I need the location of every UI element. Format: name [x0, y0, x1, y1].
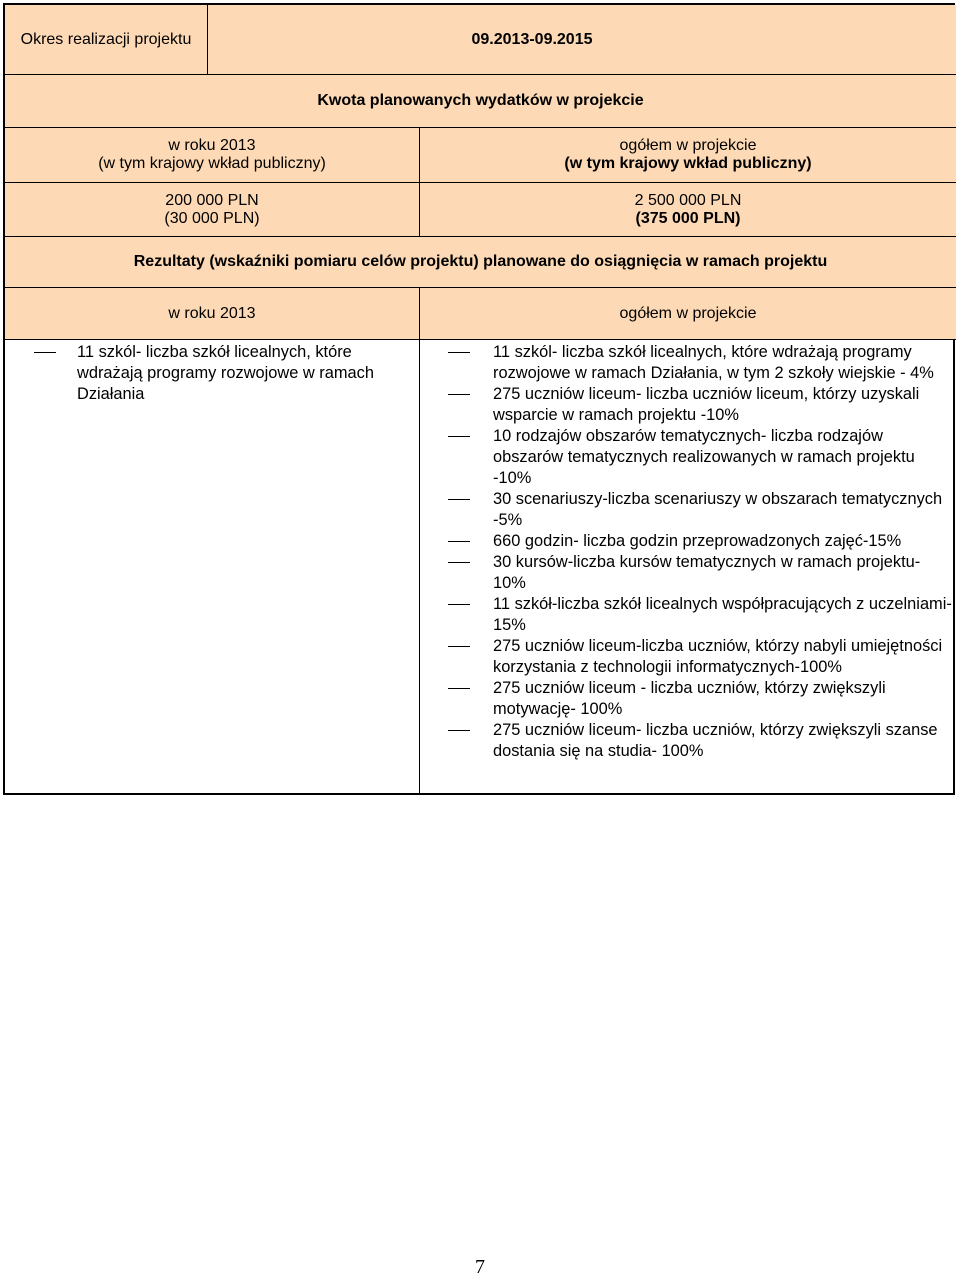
results-title: Rezultaty (wskaźniki pomiaru celów projektu) planowane do osiągnięcia w ramach projektu [133, 253, 828, 270]
expenses-year-value-cell [5, 183, 420, 237]
results-year-header-cell [5, 288, 420, 340]
list-item-text: 30 kursów-liczba kursów tematycznych w ramach projektu-10% [493, 553, 921, 592]
dash-bullet-icon [448, 499, 470, 500]
expenses-total-header-line2: (w tym krajowy wkład publiczny) [564, 155, 812, 172]
results-year-list [5, 340, 419, 405]
list-item [493, 531, 952, 552]
expenses-total-header-cell [420, 128, 956, 183]
expenses-total-value-cell [420, 183, 956, 237]
results-total-list-cell [420, 340, 956, 793]
period-value-cell [208, 5, 956, 75]
dash-bullet-icon [448, 436, 470, 437]
list-item [493, 384, 952, 426]
list-item-text: 11 szkół-liczba szkół licealnych współpracujących z uczelniami-15% [493, 595, 952, 634]
dash-bullet-icon [34, 352, 56, 353]
dash-bullet-icon [448, 730, 470, 731]
list-item [493, 678, 952, 720]
results-total-header-cell [420, 288, 956, 340]
dash-bullet-icon [448, 562, 470, 563]
dash-bullet-icon [448, 541, 470, 542]
expenses-title-cell [5, 75, 956, 128]
list-item-text: 275 uczniów liceum-liczba uczniów, którzy nabyli umiejętności korzystania z technologii informatycznych-100% [493, 637, 943, 676]
expenses-total-header-line1: ogółem w projekcie [619, 137, 757, 154]
page-number: 7 [475, 1256, 485, 1278]
list-item [493, 426, 952, 489]
list-item [493, 342, 952, 384]
period-label-cell [5, 5, 208, 75]
results-year-list-cell [5, 340, 420, 793]
list-item-text: 275 uczniów liceum - liczba uczniów, którzy zwiększyli motywację- 100% [493, 679, 886, 718]
list-item [493, 636, 952, 678]
list-item-text: 30 scenariuszy-liczba scenariuszy w obszarach tematycznych -5% [493, 490, 943, 529]
dash-bullet-icon [448, 352, 470, 353]
expenses-title: Kwota planowanych wydatków w projekcie [317, 92, 644, 109]
expenses-year-value-line1: 200 000 PLN [165, 191, 259, 209]
list-item-text: 11 szkól- liczba szkół licealnych, które wdrażają programy rozwojowe w ramach Działania, w tym 2 szkoły wiejskie - 4% [493, 343, 934, 382]
period-value: 09.2013-09.2015 [471, 30, 593, 48]
dash-bullet-icon [448, 604, 470, 605]
dash-bullet-icon [448, 688, 470, 689]
list-item [493, 489, 952, 531]
list-item-text: 275 uczniów liceum- liczba uczniów, którzy zwiększyli szanse dostania się na studia- 100% [493, 721, 938, 760]
expenses-year-value-line2: (30 000 PLN) [164, 209, 260, 227]
results-year-header: w roku 2013 [168, 304, 256, 322]
list-item [493, 552, 952, 594]
dash-bullet-icon [448, 394, 470, 395]
period-label: Okres realizacji projektu [20, 30, 192, 48]
list-item-text: 11 szkól- liczba szkół licealnych, które wdrażają programy rozwojowe w ramach Działania [77, 343, 374, 403]
project-table [3, 3, 955, 795]
expenses-total-value-line1: 2 500 000 PLN [634, 191, 742, 209]
list-item [493, 594, 952, 636]
list-item [77, 342, 399, 405]
results-title-cell [5, 237, 956, 288]
list-item-text: 660 godzin- liczba godzin przeprowadzonych zajęć-15% [493, 532, 902, 550]
list-item-text: 10 rodzajów obszarów tematycznych- liczba rodzajów obszarów tematycznych realizowanych w ramach projektu -10% [493, 427, 915, 487]
expenses-total-value-line2: (375 000 PLN) [635, 209, 741, 227]
dash-bullet-icon [448, 646, 470, 647]
expenses-year-header-cell [5, 128, 420, 183]
results-total-list [420, 340, 956, 762]
expenses-year-header-line2: (w tym krajowy wkład publiczny) [98, 155, 326, 172]
list-item [493, 720, 952, 762]
results-total-header: ogółem w projekcie [619, 304, 757, 322]
list-item-text: 275 uczniów liceum- liczba uczniów liceum, którzy uzyskali wsparcie w ramach projektu -10% [493, 385, 920, 424]
expenses-year-header-line1: w roku 2013 [168, 137, 256, 154]
